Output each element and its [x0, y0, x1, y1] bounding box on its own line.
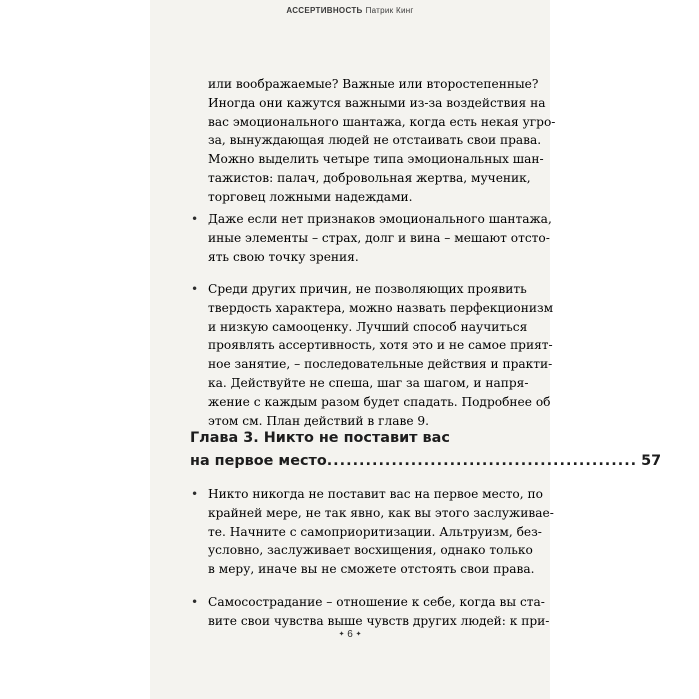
chapter-heading: [190, 427, 662, 473]
intro-paragraph: [208, 75, 556, 207]
bullet-marker: •: [191, 595, 199, 609]
text-line: этом см. План действий в главе 9.: [208, 413, 430, 428]
page-folio: [150, 629, 550, 640]
text-line: жение с каждым разом будет спадать. Подробнее об: [208, 394, 551, 409]
text-line: Самосострадание – отношение к себе, когда вы ста-: [208, 595, 545, 609]
text-line: иные элементы – страх, долг и вина – мешают отсто-: [208, 230, 550, 245]
header-author: Патрик Кинг: [365, 6, 414, 15]
leader-dots: ................................................: [326, 453, 638, 469]
bullet-marker: •: [191, 212, 199, 226]
ornament-icon: ✦: [355, 631, 362, 638]
bullet-item: [208, 210, 552, 266]
text-line: ное занятие, – последовательные действия и практи-: [208, 357, 553, 372]
text-line: твердость характера, можно назвать перфекционизм: [208, 300, 554, 315]
text-line: в меру, иначе вы не сможете отстоять свои права.: [208, 562, 535, 577]
chapter-title-row: [190, 450, 662, 473]
text-line: торговец ложными надеждами.: [208, 189, 413, 204]
text-line: Иногда они кажутся важными из-за воздействия на: [208, 95, 546, 110]
bullet-item: [208, 280, 554, 430]
text-line: и низкую самооценку. Лучший способ научиться: [208, 319, 528, 334]
bullet-marker: •: [191, 282, 199, 296]
header-book-title: АССЕРТИВНОСТЬ: [286, 6, 363, 15]
book-page: [150, 0, 662, 699]
bullet-marker: •: [191, 487, 199, 501]
text-line: ять свою точку зрения.: [208, 249, 359, 264]
chapter-title-line: на первое место: [190, 453, 327, 469]
ornament-icon: ✦: [338, 631, 345, 638]
text-line: за, вынуждающая людей не отстаивать свои права.: [208, 133, 542, 148]
text-line: те. Начните с самоприоритизации. Альтруизм, без-: [208, 524, 542, 539]
text-line: Можно выделить четыре типа эмоциональных шан-: [208, 152, 544, 167]
text-line: вас эмоционального шантажа, когда есть некая угро-: [208, 114, 556, 129]
bullet-item: [208, 485, 554, 579]
page-number: 6: [347, 629, 353, 640]
running-header: [150, 6, 550, 15]
text-line: или воображаемые? Важные или второстепенные?: [208, 77, 539, 91]
text-line: Никто никогда не поставит вас на первое место, по: [208, 487, 543, 501]
text-line: Среди других причин, не позволяющих проявить: [208, 282, 527, 296]
chapter-title-line: Глава 3. Никто не поставит вас: [190, 430, 450, 446]
text-line: условно, заслуживает восхищения, однако только: [208, 543, 533, 558]
bullet-item: [208, 593, 550, 631]
chapter-page-number: 57: [641, 453, 662, 469]
text-line: Даже если нет признаков эмоционального шантажа,: [208, 212, 552, 226]
text-line: вите свои чувства выше чувств других людей: к при-: [208, 613, 550, 628]
text-line: крайней мере, не так явно, как вы этого заслуживае-: [208, 505, 554, 520]
text-line: тажистов: палач, добровольная жертва, мученик,: [208, 170, 531, 185]
text-line: ка. Действуйте не спеша, шаг за шагом, и напря-: [208, 375, 529, 390]
text-line: проявлять ассертивность, хотя это и не самое прият-: [208, 338, 553, 353]
